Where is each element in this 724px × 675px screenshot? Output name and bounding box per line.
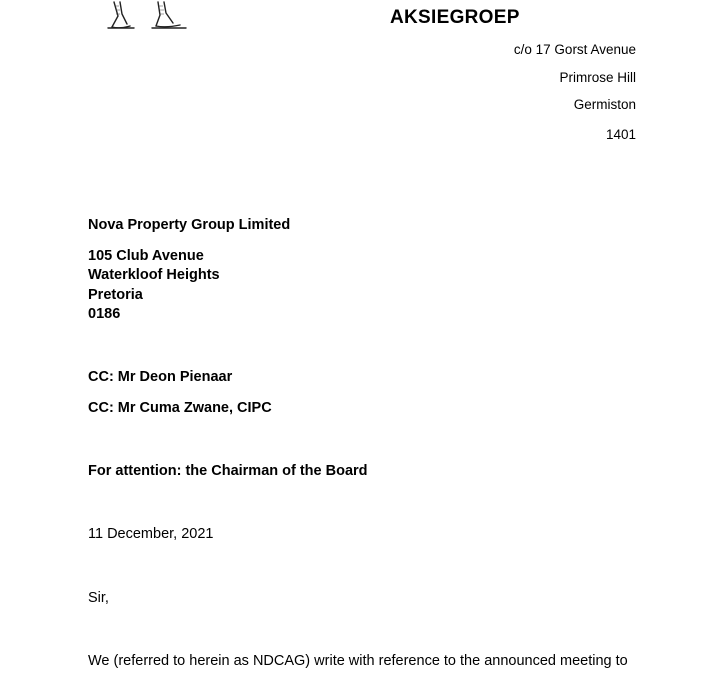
recipient-address-line: 105 Club Avenue bbox=[88, 248, 204, 264]
sender-address-line: Primrose Hill bbox=[559, 70, 636, 85]
cc-line: CC: Mr Deon Pienaar bbox=[88, 369, 233, 385]
recipient-address-line: Waterkloof Heights bbox=[88, 267, 220, 283]
body-paragraph: We (referred to herein as NDCAG) write with reference to the announced meeting to bbox=[88, 653, 628, 669]
sender-postal-code: 1401 bbox=[605, 127, 636, 142]
organization-logo bbox=[100, 0, 200, 34]
recipient-company: Nova Property Group Limited bbox=[88, 217, 291, 233]
recipient-address-line: Pretoria bbox=[88, 287, 143, 303]
cc-line: CC: Mr Cuma Zwane, CIPC bbox=[88, 400, 272, 416]
salutation: Sir, bbox=[88, 590, 109, 606]
sender-address-line: c/o 17 Gorst Avenue bbox=[513, 42, 636, 57]
attention-line: For attention: the Chairman of the Board bbox=[88, 463, 368, 479]
sender-address-line: Germiston bbox=[573, 97, 636, 112]
letter-date: 11 December, 2021 bbox=[88, 526, 214, 542]
recipient-postal-code: 0186 bbox=[88, 306, 121, 322]
organization-name: AKSIEGROEP bbox=[390, 7, 520, 28]
